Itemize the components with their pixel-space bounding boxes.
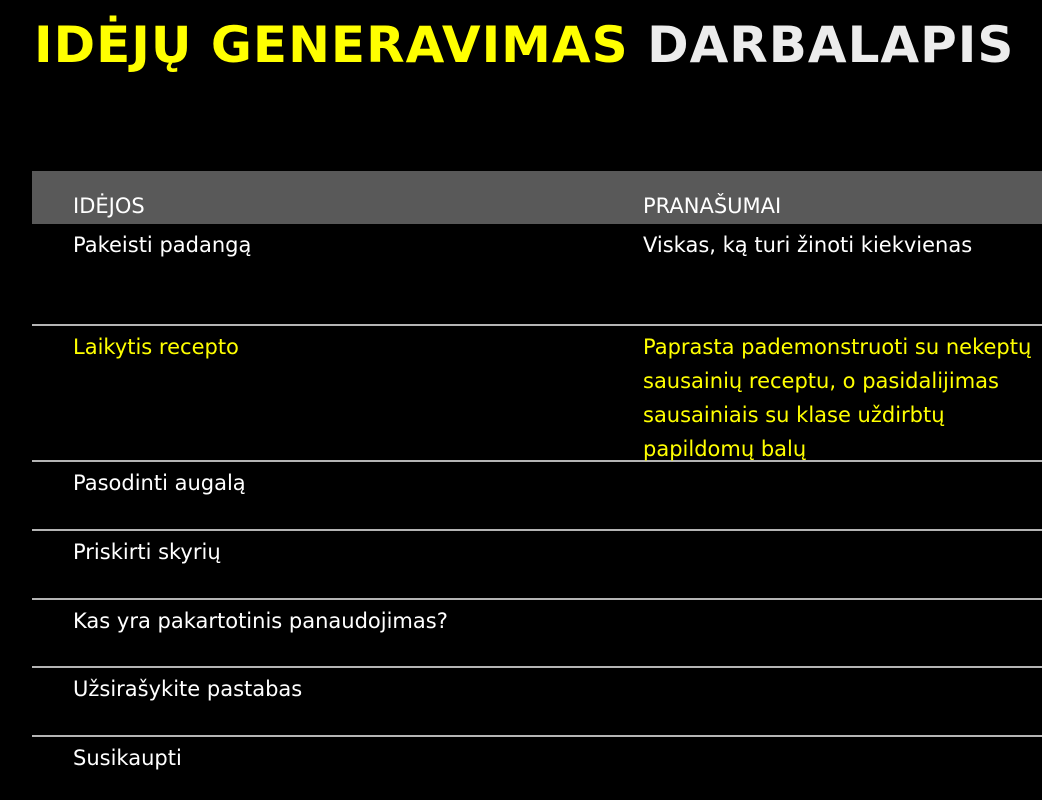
advantage-cell: Viskas, ką turi žinoti kiekvienas [643,233,973,257]
idea-cell: Priskirti skyrių [73,540,221,564]
idea-cell: Pasodinti augalą [73,471,246,495]
table-row [32,531,1042,600]
table-row [32,326,1042,462]
header-ideas: IDĖJOS [73,194,145,218]
title-rest: DARBALAPIS [647,16,1015,74]
idea-cell: Susikaupti [73,746,182,770]
table-row [32,462,1042,531]
idea-cell: Užsirašykite pastabas [73,677,303,701]
idea-cell: Pakeisti padangą [73,233,252,257]
title-highlight: IDĖJŲ GENERAVIMAS [34,16,629,74]
header-advantages: PRANAŠUMAI [643,194,782,218]
idea-cell: Kas yra pakartotinis panaudojimas? [73,609,448,633]
advantage-cell: Paprasta pademonstruoti su nekeptų sausainių receptu, o pasidalijimas sausainiais su klase uždirbtų papildomų balų [643,335,1032,461]
table-header [32,171,1042,224]
idea-cell: Laikytis recepto [73,335,239,359]
table-row [32,668,1042,737]
table-row [32,600,1042,668]
worksheet-table [32,171,1042,797]
table-row [32,737,1042,797]
table-row [32,224,1042,326]
page-title [34,14,1014,76]
